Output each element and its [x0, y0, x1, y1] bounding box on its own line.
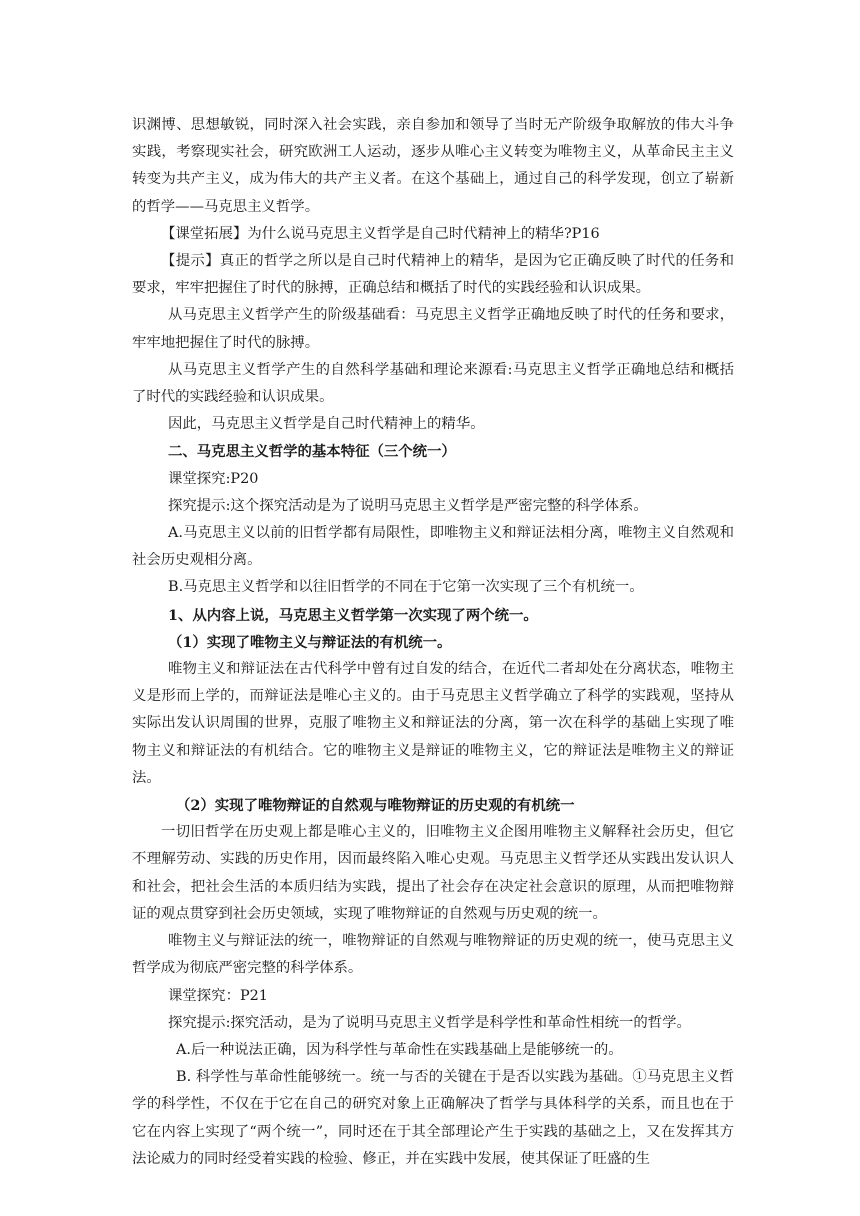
paragraph-classroom-inquiry-p21: 课堂探究：P21: [168, 987, 268, 1004]
subheading-two-unities: 1、从内容上说，马克思主义哲学第一次实现了两个统一。: [168, 606, 538, 624]
paragraph-point-a-p20: A.马克思主义以前的旧哲学都有局限性，即唯物主义和辩证法相分离，唯物主义自然观和社会历史观相分离。: [132, 525, 734, 569]
section-heading-basic-features: 二、马克思主义哲学的基本特征（三个统一）: [168, 443, 456, 461]
paragraph-inquiry-hint-p21: 探究提示:探究活动，是为了说明马克思主义哲学是科学性和革命性相统一的哲学。: [168, 1014, 691, 1031]
paragraph-point-a-p21: A.后一种说法正确，因为科学性与革命性在实践基础上是能够统一的。: [176, 1041, 623, 1058]
paragraph-class-basis: 从马克思主义哲学产生的阶级基础看：马克思主义哲学正确地反映了时代的任务和要求，牢牢地把握住了时代的脉搏。: [132, 307, 734, 351]
paragraph-point-b-p21: B. 科学性与革命性能够统一。统一与否的关键在于是否以实践为基础。①马克思主义哲学的科学性，不仅在于它在自己的研究对象上正确解决了哲学与具体科学的关系，而且也在于它在内容上实现了“两个统一”，同时还在于其全部理论产生于实践的基础之上，又在发挥其方法论威力的同时经受着实践的检验、修正，并在实践中发展，使其保证了旺盛的生: [132, 1069, 734, 1167]
paragraph-classroom-inquiry-p20: 课堂探究:P20: [168, 470, 259, 487]
paragraph-classroom-extension: 【课堂拓展】为什么说马克思主义哲学是自己时代精神上的精华?P16: [161, 225, 600, 242]
paragraph-science-basis: 从马克思主义哲学产生的自然科学基础和理论来源看:马克思主义哲学正确地总结和概括了时代的实践经验和认识成果。: [132, 361, 734, 406]
document-page: [132, 112, 734, 1173]
subheading-nature-history: （2）实现了唯物辩证的自然观与唯物辩证的历史观的有机统一: [176, 797, 575, 815]
paragraph-therefore: 因此，马克思主义哲学是自己时代精神上的精华。: [168, 416, 485, 433]
paragraph-hint: 【提示】真正的哲学之所以是自己时代精神上的精华，是因为它正确反映了时代的任务和要求，牢牢把握住了时代的脉搏，正确总结和概括了时代的实践经验和认识成果。: [132, 253, 734, 297]
paragraph-point-b-p20: B.马克思主义哲学和以往旧哲学的不同在于它第一次实现了三个有机统一。: [168, 579, 644, 596]
paragraph-materialism-dialectics: 唯物主义和辩证法在古代科学中曾有过自发的结合，在近代二者却处在分离状态，唯物主义是形而上学的，而辩证法是唯心主义的。由于马克思主义哲学确立了科学的实践观，坚持从实际出发认识周围的世界，克服了唯物主义和辩证法的分离，第一次在科学的基础上实现了唯物主义和辩证法的有机结合。它的唯物主义是辩证的唯物主义，它的辩证法是唯物主义的辩证法。: [132, 661, 734, 786]
paragraph-inquiry-hint-p20: 探究提示:这个探究活动是为了说明马克思主义哲学是严密完整的科学体系。: [168, 497, 648, 514]
paragraph-nature-history: 一切旧哲学在历史观上都是唯心主义的，旧唯物主义企图用唯物主义解释社会历史，但它不理解劳动、实践的历史作用，因而最终陷入唯心史观。马克思主义哲学还从实践出发认识人和社会，把社会生活的本质归结为实践，提出了社会存在决定社会意识的原理，从而把唯物辩证的观点贯穿到社会历史领域，实现了唯物辩证的自然观与历史观的统一。: [132, 824, 734, 922]
paragraph-unity-summary: 唯物主义与辩证法的统一，唯物辩证的自然观与唯物辩证的历史观的统一，使马克思主义哲学成为彻底严密完整的科学体系。: [132, 933, 734, 977]
paragraph-intro-continuation: 识渊博、思想敏锐，同时深入社会实践，亲自参加和领导了当时无产阶级争取解放的伟大斗争实践，考察现实社会，研究欧洲工人运动，逐步从唯心主义转变为唯物主义，从革命民主主义转变为共产主义，成为伟大的共产主义者。在这个基础上，通过自己的科学发现，创立了崭新的哲学——马克思主义哲学。: [132, 117, 734, 215]
subheading-materialism-dialectics: （1）实现了唯物主义与辩证法的有机统一。: [168, 633, 452, 651]
